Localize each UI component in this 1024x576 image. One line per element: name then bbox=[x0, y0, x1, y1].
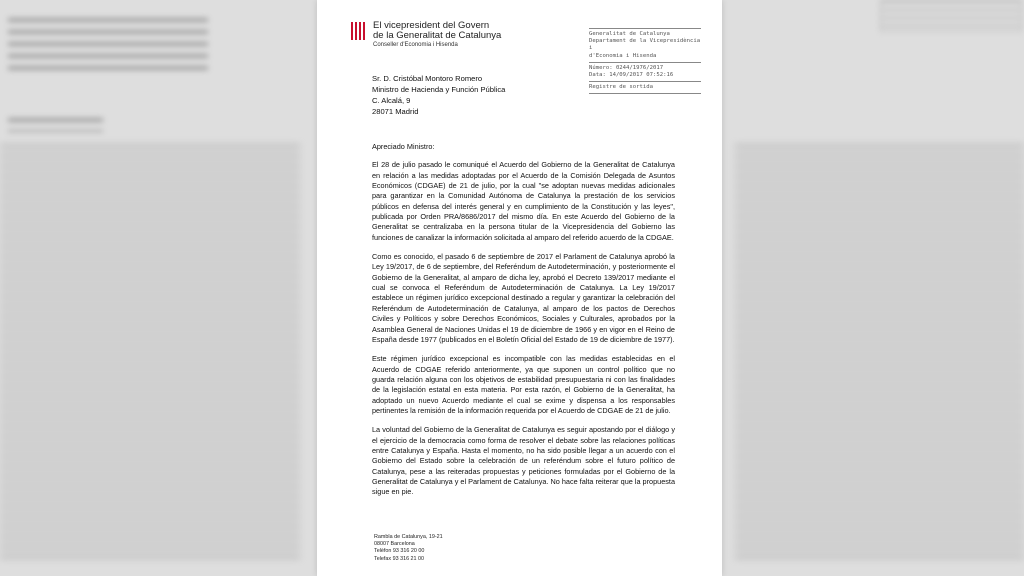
registry-stamp bbox=[589, 26, 701, 96]
footer-line3: Telèfon 93 316 20 00 bbox=[374, 548, 425, 555]
blurred-stamp-right bbox=[880, 0, 1022, 32]
paragraph-3: Este régimen jurídico excepcional es incompatible con las medidas establecidas en el Acuerdo de CDGAE referido anteriormente, ya que suponen un control político que no guarda relación alguna con los objetivos de estabilidad presupuestaria ni con las finalidades de la legislación estatal en esta materia. Por esta razón, el Gobierno de la Generalitat, ha adoptado un nuevo Acuerdo mediante el cual se exime y dispensa a los responsables pertinentes la remisión de la información requerida por el Acuerdo de CDGAE de 21 de julio. bbox=[372, 354, 675, 415]
footer-line4: Telefax 93 316 21 00 bbox=[374, 555, 425, 562]
stamp-line1: Generalitat de Catalunya bbox=[589, 31, 670, 37]
blurred-letterhead-left bbox=[8, 18, 208, 70]
generalitat-logo-icon bbox=[351, 22, 369, 40]
addressee-title: Ministro de Hacienda y Función Pública bbox=[372, 85, 506, 94]
blurred-text-right bbox=[735, 145, 1024, 565]
footer-line2: 08007 Barcelona bbox=[374, 541, 415, 548]
letterhead bbox=[373, 21, 501, 50]
footer-line1: Rambla de Catalunya, 19-21 bbox=[374, 534, 443, 540]
letterhead-line1: El vicepresident del Govern bbox=[373, 20, 490, 31]
letter-body bbox=[372, 142, 675, 507]
stamp-line6: Registre de sortida bbox=[589, 84, 653, 91]
blurred-text-left bbox=[0, 145, 300, 565]
letterhead-line2: de la Generalitat de Catalunya bbox=[373, 30, 502, 41]
letter-page bbox=[317, 0, 722, 576]
addressee-street: C. Alcalá, 9 bbox=[372, 96, 411, 105]
stamp-line3: d'Economia i Hisenda bbox=[589, 52, 657, 59]
salutation: Apreciado Ministro: bbox=[372, 142, 435, 151]
paragraph-2: Como es conocido, el pasado 6 de septiembre de 2017 el Parlament de Catalunya aprobó la Ley 19/2017, de 6 de septiembre, del Referéndum de Autodeterminación, y posteriormente el Gobierno de la Generalitat, al amparo de dicha ley, aprobó el Decreto 139/2017 mediante el cual se convoca el Referéndum de Autodeterminación de Catalunya. La Ley 19/2017 establece un régimen jurídico excepcional destinado a regular y garantizar la celebración del Referéndum de Autodeterminación de Catalunya, al amparo de los pactos de Derechos Civiles y Políticos y sobre Derechos Económicos, Sociales y Culturales, aprobados por la Asamblea General de Naciones Unidas el 19 de diciembre de 1966 y en vigor en el Reino de España desde 1977 (publicados en el Boletín Oficial del Estado de 19 de diciembre de 1977). bbox=[372, 252, 675, 344]
stamp-line2: Departament de la Vicepresidència i bbox=[589, 38, 701, 52]
footer-address bbox=[374, 534, 443, 563]
addressee-city: 28071 Madrid bbox=[372, 107, 419, 116]
stamp-line5: Data: 14/09/2017 07:52:16 bbox=[589, 72, 674, 79]
stamp-line4: Número: 0244/1976/2017 bbox=[589, 64, 664, 71]
addressee-block bbox=[372, 73, 505, 117]
letterhead-line3: Conseller d'Economia i Hisenda bbox=[373, 42, 458, 48]
paragraph-1: El 28 de julio pasado le comuniqué el Acuerdo del Gobierno de la Generalitat de Catalunya en relación a las medidas adoptadas por el Acuerdo de la Comisión Delegada de Asuntos Económicos (CDGAE) de 21 de julio, por la cual "se adoptan nuevas medidas adicionales para garantizar en la Comunidad Autónoma de Catalunya la prestación de los servicios públicos en defensa del interés general y en cumplimiento de la Constitución y las leyes", publicada por Orden PRA/8686/2017 del mismo día. En este Acuerdo del Gobierno de la Generalitat se centralizaba en la persona titular de la Vicepresidencia del Gobierno las funciones de canalizar la información solicitada al amparo del referido acuerdo de la CDGAE. bbox=[372, 160, 675, 242]
blurred-heading-left bbox=[8, 118, 103, 132]
paragraph-4: La voluntad del Gobierno de la Generalitat de Catalunya es seguir apostando por el diálogo y el ejercicio de la democracia como forma de resolver el debate sobre las relaciones políticas entre Catalunya y España. Hasta el momento, no ha sido posible llegar a un acuerdo con el Gobierno del Estado sobre la celebración de un referéndum sobre el futuro político de Catalunya, pese a las reiteradas propuestas y peticiones formuladas por el Gobierno de la Generalitat de Catalunya y el Parlament de Catalunya. No hace falta reiterar que la propuesta sigue en pie. bbox=[372, 425, 675, 497]
addressee-name: Sr. D. Cristóbal Montoro Romero bbox=[372, 74, 483, 83]
